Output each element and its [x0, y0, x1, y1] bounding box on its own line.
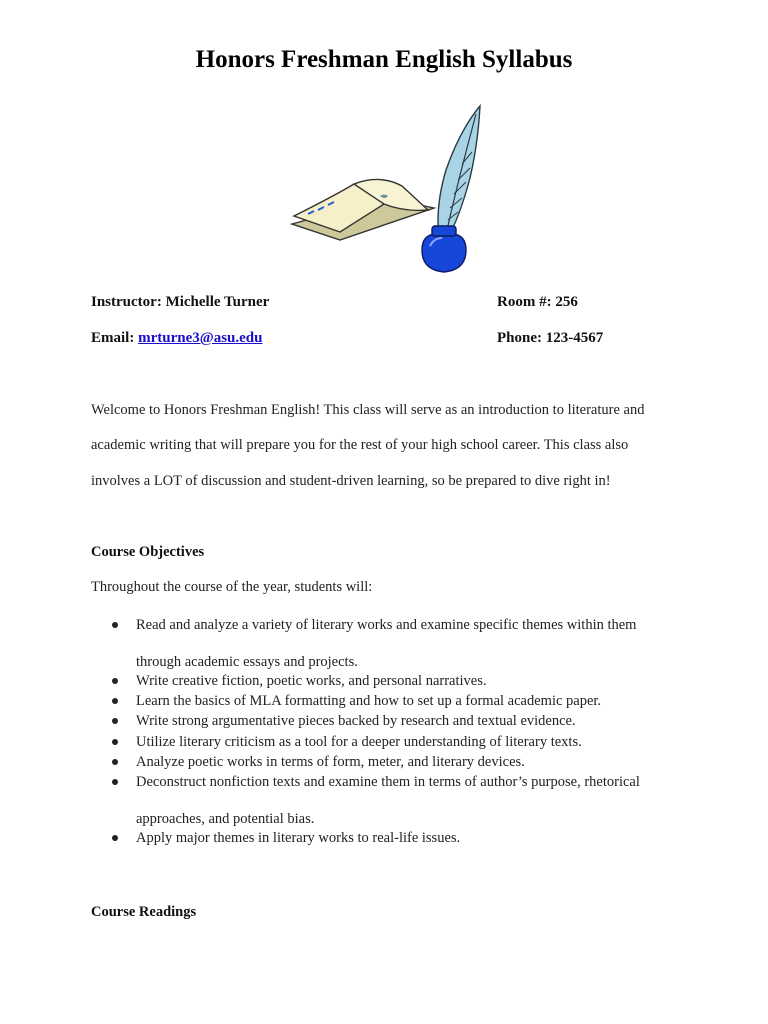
objective-item-continuation: approaches, and potential bias. [136, 811, 315, 827]
objective-item: Write creative fiction, poetic works, and personal narratives. [136, 673, 487, 689]
phone-label: Phone: [497, 330, 542, 346]
room-line [497, 294, 578, 311]
objective-item: Write strong argumentative pieces backed by research and textual evidence. [136, 713, 576, 729]
objective-item: Deconstruct nonfiction texts and examine them in terms of author’s purpose, rhetorical [136, 774, 640, 790]
instructor-name: Michelle Turner [165, 294, 270, 310]
bullet-icon [112, 759, 118, 765]
objective-item: Analyze poetic works in terms of form, meter, and literary devices. [136, 754, 525, 770]
welcome-line: Welcome to Honors Freshman English! This class will serve as an introduction to literature and [91, 402, 645, 418]
welcome-line: academic writing that will prepare you for the rest of your high school career. This class also [91, 437, 629, 453]
phone-line [497, 330, 603, 347]
objective-item-continuation: through academic essays and projects. [136, 654, 358, 670]
bullet-icon [112, 835, 118, 841]
objective-item: Utilize literary criticism as a tool for a deeper understanding of literary texts. [136, 734, 582, 750]
objectives-heading: Course Objectives [91, 544, 205, 560]
email-line [91, 330, 262, 347]
instructor-line [91, 294, 269, 311]
room-label: Room #: [497, 294, 552, 310]
readings-heading: Course Readings [91, 904, 197, 920]
bullet-icon [112, 739, 118, 745]
email-link[interactable]: mrturne3@asu.edu [138, 330, 263, 346]
welcome-line: involves a LOT of discussion and student-driven learning, so be prepared to dive right in! [91, 473, 611, 489]
bullet-icon [112, 779, 118, 785]
objectives-intro: Throughout the course of the year, students will: [91, 579, 373, 595]
bullet-icon [112, 718, 118, 724]
email-label: Email: [91, 330, 135, 346]
phone-number: 123-4567 [545, 330, 604, 346]
page-title: Honors Freshman English Syllabus [195, 46, 573, 73]
instructor-label: Instructor: [91, 294, 162, 310]
room-number: 256 [555, 294, 578, 310]
bullet-icon [112, 698, 118, 704]
bullet-icon [112, 622, 118, 628]
bullet-icon [112, 678, 118, 684]
objective-item: Read and analyze a variety of literary works and examine specific themes within them [136, 617, 637, 633]
book-and-quill-icon [284, 100, 484, 280]
objective-item: Apply major themes in literary works to real-life issues. [136, 830, 461, 846]
objective-item: Learn the basics of MLA formatting and how to set up a formal academic paper. [136, 693, 602, 709]
